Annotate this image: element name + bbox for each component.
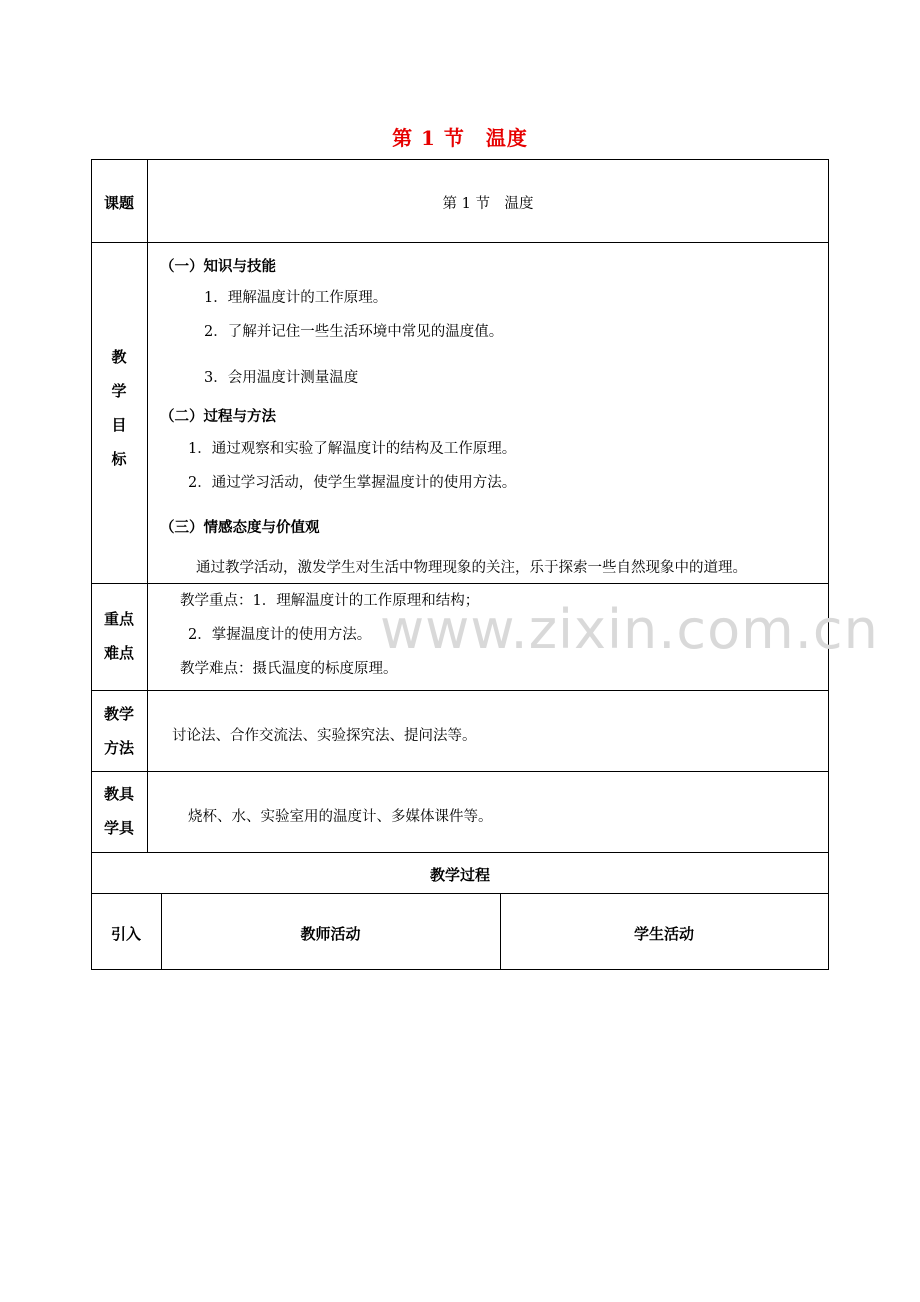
process-heading: 教学过程 [429, 866, 490, 884]
key-points-label: 重点 难点 [103, 610, 134, 662]
method-label: 教学 方法 [103, 705, 134, 757]
key-point-line: 教学难点：摄氏温度的标度原理。 [180, 661, 398, 677]
topic-value: 第 1 节 温度 [442, 196, 534, 212]
teacher-activity-header: 教师活动 [300, 925, 361, 943]
method-value: 讨论法、合作交流法、实验探究法、提问法等。 [172, 728, 477, 744]
key-point-line: 2．掌握温度计的使用方法。 [188, 627, 372, 643]
objective-item: 2．了解并记住一些生活环境中常见的温度值。 [204, 324, 504, 340]
objective-item: 通过教学活动，激发学生对生活中物理现象的关注，乐于探索一些自然现象中的道理。 [196, 560, 747, 576]
intro-label: 引入 [110, 925, 141, 943]
key-point-line: 教学重点：1．理解温度计的工作原理和结构； [180, 593, 480, 609]
student-activity-header: 学生活动 [633, 925, 694, 943]
document-title: 第 1 节 温度 [392, 126, 528, 150]
objective-item: 1．理解温度计的工作原理。 [204, 290, 388, 306]
tools-label: 教具 学具 [103, 785, 134, 837]
objective-item: 2．通过学习活动，使学生掌握温度计的使用方法。 [188, 475, 517, 491]
objectives-heading-process: （二）过程与方法 [160, 409, 276, 425]
objectives-heading-knowledge: （一）知识与技能 [160, 259, 276, 275]
topic-label: 课题 [103, 194, 134, 212]
objective-item: 3．会用温度计测量温度 [204, 370, 359, 386]
watermark: www.zixin.com.cn [380, 598, 879, 661]
objective-item: 1．通过观察和实验了解温度计的结构及工作原理。 [188, 441, 517, 457]
objectives-label: 教 学 目 标 [111, 348, 127, 468]
tools-value: 烧杯、水、实验室用的温度计、多媒体课件等。 [188, 809, 493, 825]
objectives-heading-attitude: （三）情感态度与价值观 [160, 520, 320, 536]
